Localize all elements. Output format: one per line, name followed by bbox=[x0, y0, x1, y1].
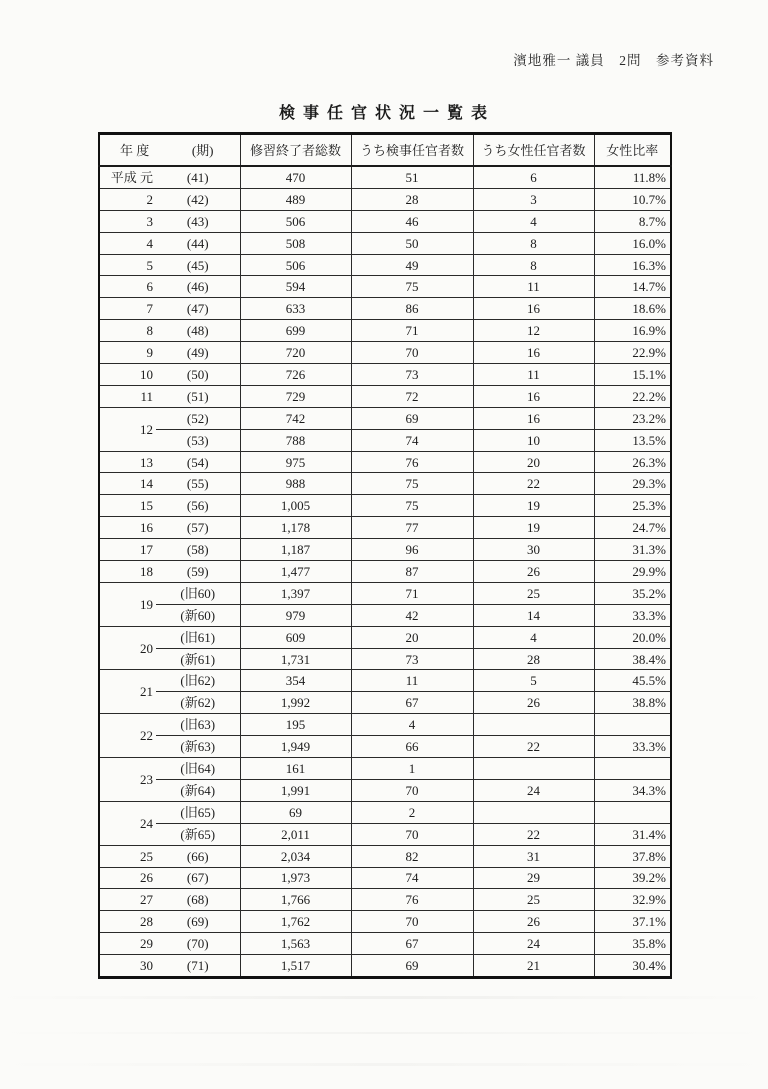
ki-cell: (49) bbox=[156, 342, 240, 364]
female-cell: 3 bbox=[473, 188, 594, 210]
table-row bbox=[99, 298, 671, 320]
ratio-cell: 45.5% bbox=[594, 670, 671, 692]
table-row bbox=[99, 955, 671, 978]
year-cell: 5 bbox=[99, 254, 156, 276]
ratio-cell: 35.2% bbox=[594, 582, 671, 604]
table-row bbox=[99, 714, 671, 736]
ki-cell: (45) bbox=[156, 254, 240, 276]
total-cell: 1,973 bbox=[240, 867, 351, 889]
ki-cell: (70) bbox=[156, 933, 240, 955]
ki-cell: (43) bbox=[156, 210, 240, 232]
appointed-cell: 20 bbox=[351, 626, 473, 648]
female-cell: 26 bbox=[473, 561, 594, 583]
appointed-cell: 77 bbox=[351, 517, 473, 539]
ratio-cell: 39.2% bbox=[594, 867, 671, 889]
female-cell: 16 bbox=[473, 407, 594, 429]
total-cell: 489 bbox=[240, 188, 351, 210]
table-row bbox=[99, 429, 671, 451]
appointed-cell: 71 bbox=[351, 582, 473, 604]
total-cell: 506 bbox=[240, 210, 351, 232]
year-cell: 25 bbox=[99, 845, 156, 867]
total-cell: 1,992 bbox=[240, 692, 351, 714]
year-cell: 9 bbox=[99, 342, 156, 364]
ratio-cell bbox=[594, 758, 671, 780]
appointed-cell: 75 bbox=[351, 276, 473, 298]
ki-cell: (59) bbox=[156, 561, 240, 583]
ratio-cell: 38.4% bbox=[594, 648, 671, 670]
female-cell: 19 bbox=[473, 495, 594, 517]
year-cell: 3 bbox=[99, 210, 156, 232]
ratio-cell: 35.8% bbox=[594, 933, 671, 955]
table-row bbox=[99, 845, 671, 867]
ki-cell: (新63) bbox=[156, 736, 240, 758]
ki-cell: (42) bbox=[156, 188, 240, 210]
year-cell: 14 bbox=[99, 473, 156, 495]
table-row bbox=[99, 539, 671, 561]
ratio-cell: 38.8% bbox=[594, 692, 671, 714]
female-cell bbox=[473, 758, 594, 780]
ki-cell: (52) bbox=[156, 407, 240, 429]
table-row bbox=[99, 385, 671, 407]
female-cell: 4 bbox=[473, 626, 594, 648]
ki-cell: (51) bbox=[156, 385, 240, 407]
ratio-cell: 33.3% bbox=[594, 604, 671, 626]
doc-reference-note: 濱地雅一 議員 2問 参考資料 bbox=[513, 53, 714, 68]
year-cell: 26 bbox=[99, 867, 156, 889]
female-cell: 26 bbox=[473, 911, 594, 933]
total-cell: 979 bbox=[240, 604, 351, 626]
ratio-cell: 25.3% bbox=[594, 495, 671, 517]
appointed-cell: 96 bbox=[351, 539, 473, 561]
total-cell: 609 bbox=[240, 626, 351, 648]
total-cell: 594 bbox=[240, 276, 351, 298]
table-row bbox=[99, 582, 671, 604]
ratio-cell: 29.3% bbox=[594, 473, 671, 495]
year-cell: 17 bbox=[99, 539, 156, 561]
year-cell: 16 bbox=[99, 517, 156, 539]
year-cell: 22 bbox=[99, 714, 156, 758]
ki-cell: (50) bbox=[156, 364, 240, 386]
female-cell: 24 bbox=[473, 933, 594, 955]
female-cell: 4 bbox=[473, 210, 594, 232]
table-row bbox=[99, 407, 671, 429]
year-cell: 8 bbox=[99, 320, 156, 342]
table-row bbox=[99, 495, 671, 517]
ki-cell: (旧63) bbox=[156, 714, 240, 736]
total-cell: 729 bbox=[240, 385, 351, 407]
table-row bbox=[99, 692, 671, 714]
ki-cell: (66) bbox=[156, 845, 240, 867]
appointed-cell: 67 bbox=[351, 933, 473, 955]
female-cell bbox=[473, 801, 594, 823]
appointed-cell: 67 bbox=[351, 692, 473, 714]
ratio-cell: 10.7% bbox=[594, 188, 671, 210]
ratio-cell: 22.9% bbox=[594, 342, 671, 364]
female-cell: 29 bbox=[473, 867, 594, 889]
ki-cell: (47) bbox=[156, 298, 240, 320]
scan-artifact bbox=[0, 996, 768, 999]
ratio-cell: 24.7% bbox=[594, 517, 671, 539]
ki-cell: (旧60) bbox=[156, 582, 240, 604]
ratio-cell: 33.3% bbox=[594, 736, 671, 758]
year-cell: 27 bbox=[99, 889, 156, 911]
total-cell: 1,762 bbox=[240, 911, 351, 933]
year-cell: 12 bbox=[99, 407, 156, 451]
year-cell: 24 bbox=[99, 801, 156, 845]
table-row bbox=[99, 232, 671, 254]
appointed-cell: 51 bbox=[351, 166, 473, 188]
table-row bbox=[99, 561, 671, 583]
appointed-cell: 66 bbox=[351, 736, 473, 758]
ratio-cell: 31.4% bbox=[594, 823, 671, 845]
appointed-cell: 73 bbox=[351, 648, 473, 670]
col-header-total: 修習終了者総数 bbox=[240, 134, 351, 167]
ratio-cell: 20.0% bbox=[594, 626, 671, 648]
table-row bbox=[99, 473, 671, 495]
table-row bbox=[99, 254, 671, 276]
col-header-year: 年 度 bbox=[120, 142, 150, 158]
total-cell: 506 bbox=[240, 254, 351, 276]
female-cell: 22 bbox=[473, 736, 594, 758]
table-row bbox=[99, 188, 671, 210]
ratio-cell: 37.8% bbox=[594, 845, 671, 867]
appointed-cell: 73 bbox=[351, 364, 473, 386]
appointed-cell: 71 bbox=[351, 320, 473, 342]
total-cell: 726 bbox=[240, 364, 351, 386]
ratio-cell: 32.9% bbox=[594, 889, 671, 911]
appointed-cell: 46 bbox=[351, 210, 473, 232]
total-cell: 975 bbox=[240, 451, 351, 473]
year-cell: 2 bbox=[99, 188, 156, 210]
year-cell: 平成 元 bbox=[99, 166, 156, 188]
total-cell: 988 bbox=[240, 473, 351, 495]
ki-cell: (旧62) bbox=[156, 670, 240, 692]
female-cell: 19 bbox=[473, 517, 594, 539]
appointed-cell: 74 bbox=[351, 867, 473, 889]
table-row bbox=[99, 626, 671, 648]
col-header-ratio: 女性比率 bbox=[594, 134, 671, 167]
ki-cell: (58) bbox=[156, 539, 240, 561]
table-row bbox=[99, 364, 671, 386]
table-row bbox=[99, 823, 671, 845]
table-row bbox=[99, 320, 671, 342]
ratio-cell: 31.3% bbox=[594, 539, 671, 561]
page-title: 検 事 任 官 状 況 一 覧 表 bbox=[278, 105, 489, 122]
total-cell: 69 bbox=[240, 801, 351, 823]
total-cell: 1,005 bbox=[240, 495, 351, 517]
appointed-cell: 75 bbox=[351, 473, 473, 495]
ratio-cell: 23.2% bbox=[594, 407, 671, 429]
ki-cell: (新64) bbox=[156, 779, 240, 801]
year-cell: 10 bbox=[99, 364, 156, 386]
total-cell: 1,517 bbox=[240, 955, 351, 978]
total-cell: 742 bbox=[240, 407, 351, 429]
ratio-cell: 37.1% bbox=[594, 911, 671, 933]
appointed-cell: 2 bbox=[351, 801, 473, 823]
ratio-cell: 18.6% bbox=[594, 298, 671, 320]
female-cell: 20 bbox=[473, 451, 594, 473]
ratio-cell: 14.7% bbox=[594, 276, 671, 298]
ratio-cell: 34.3% bbox=[594, 779, 671, 801]
ki-cell: (46) bbox=[156, 276, 240, 298]
table-row bbox=[99, 604, 671, 626]
total-cell: 2,034 bbox=[240, 845, 351, 867]
ratio-cell: 16.0% bbox=[594, 232, 671, 254]
col-header-ki: (期) bbox=[191, 142, 214, 158]
ki-cell: (旧65) bbox=[156, 801, 240, 823]
ki-cell: (69) bbox=[156, 911, 240, 933]
appointed-cell: 86 bbox=[351, 298, 473, 320]
female-cell: 12 bbox=[473, 320, 594, 342]
year-cell: 7 bbox=[99, 298, 156, 320]
total-cell: 470 bbox=[240, 166, 351, 188]
appointed-cell: 69 bbox=[351, 407, 473, 429]
appointed-cell: 72 bbox=[351, 385, 473, 407]
table-row bbox=[99, 911, 671, 933]
scan-artifact bbox=[0, 1032, 768, 1034]
female-cell: 21 bbox=[473, 955, 594, 978]
total-cell: 1,731 bbox=[240, 648, 351, 670]
appointed-cell: 70 bbox=[351, 911, 473, 933]
appointed-cell: 70 bbox=[351, 779, 473, 801]
year-cell: 21 bbox=[99, 670, 156, 714]
total-cell: 1,178 bbox=[240, 517, 351, 539]
ki-cell: (44) bbox=[156, 232, 240, 254]
year-cell: 29 bbox=[99, 933, 156, 955]
col-header-female: うち女性任官者数 bbox=[473, 134, 594, 167]
ratio-cell: 26.3% bbox=[594, 451, 671, 473]
total-cell: 508 bbox=[240, 232, 351, 254]
total-cell: 1,397 bbox=[240, 582, 351, 604]
female-cell: 26 bbox=[473, 692, 594, 714]
ki-cell: (新62) bbox=[156, 692, 240, 714]
female-cell: 5 bbox=[473, 670, 594, 692]
ki-cell: (新65) bbox=[156, 823, 240, 845]
female-cell: 24 bbox=[473, 779, 594, 801]
table-row bbox=[99, 736, 671, 758]
year-cell: 30 bbox=[99, 955, 156, 978]
ki-cell: (41) bbox=[156, 166, 240, 188]
table-row bbox=[99, 210, 671, 232]
female-cell: 8 bbox=[473, 232, 594, 254]
total-cell: 1,477 bbox=[240, 561, 351, 583]
female-cell: 14 bbox=[473, 604, 594, 626]
table-row bbox=[99, 758, 671, 780]
ratio-cell: 22.2% bbox=[594, 385, 671, 407]
table-row bbox=[99, 801, 671, 823]
appointed-cell: 11 bbox=[351, 670, 473, 692]
appointed-cell: 76 bbox=[351, 889, 473, 911]
female-cell: 30 bbox=[473, 539, 594, 561]
table-row bbox=[99, 889, 671, 911]
year-cell: 4 bbox=[99, 232, 156, 254]
appointed-cell: 1 bbox=[351, 758, 473, 780]
ratio-cell bbox=[594, 801, 671, 823]
table-row bbox=[99, 276, 671, 298]
table-row bbox=[99, 867, 671, 889]
total-cell: 354 bbox=[240, 670, 351, 692]
year-cell: 6 bbox=[99, 276, 156, 298]
table-row bbox=[99, 451, 671, 473]
appointed-cell: 70 bbox=[351, 342, 473, 364]
female-cell: 8 bbox=[473, 254, 594, 276]
ratio-cell: 13.5% bbox=[594, 429, 671, 451]
total-cell: 699 bbox=[240, 320, 351, 342]
female-cell bbox=[473, 714, 594, 736]
year-cell: 15 bbox=[99, 495, 156, 517]
appointed-cell: 69 bbox=[351, 955, 473, 978]
total-cell: 1,991 bbox=[240, 779, 351, 801]
total-cell: 1,949 bbox=[240, 736, 351, 758]
appointed-cell: 75 bbox=[351, 495, 473, 517]
col-header-year-ki bbox=[99, 134, 240, 167]
female-cell: 25 bbox=[473, 582, 594, 604]
female-cell: 25 bbox=[473, 889, 594, 911]
scan-artifact bbox=[0, 1063, 768, 1066]
appointed-cell: 50 bbox=[351, 232, 473, 254]
ratio-cell: 15.1% bbox=[594, 364, 671, 386]
prosecutor-appointment-table bbox=[98, 132, 672, 979]
table-row bbox=[99, 166, 671, 188]
ratio-cell: 8.7% bbox=[594, 210, 671, 232]
year-cell: 28 bbox=[99, 911, 156, 933]
appointed-cell: 4 bbox=[351, 714, 473, 736]
ki-cell: (54) bbox=[156, 451, 240, 473]
female-cell: 16 bbox=[473, 342, 594, 364]
female-cell: 28 bbox=[473, 648, 594, 670]
ki-cell: (48) bbox=[156, 320, 240, 342]
appointed-cell: 70 bbox=[351, 823, 473, 845]
female-cell: 22 bbox=[473, 823, 594, 845]
header-row bbox=[99, 134, 671, 167]
total-cell: 788 bbox=[240, 429, 351, 451]
ki-cell: (53) bbox=[156, 429, 240, 451]
female-cell: 22 bbox=[473, 473, 594, 495]
year-cell: 13 bbox=[99, 451, 156, 473]
appointed-cell: 42 bbox=[351, 604, 473, 626]
ki-cell: (新60) bbox=[156, 604, 240, 626]
year-cell: 23 bbox=[99, 758, 156, 802]
table-header bbox=[99, 134, 671, 167]
ki-cell: (旧64) bbox=[156, 758, 240, 780]
ratio-cell: 11.8% bbox=[594, 166, 671, 188]
ratio-cell bbox=[594, 714, 671, 736]
total-cell: 633 bbox=[240, 298, 351, 320]
ratio-cell: 30.4% bbox=[594, 955, 671, 978]
year-cell: 18 bbox=[99, 561, 156, 583]
table-row bbox=[99, 648, 671, 670]
year-cell: 11 bbox=[99, 385, 156, 407]
table-row bbox=[99, 933, 671, 955]
total-cell: 1,563 bbox=[240, 933, 351, 955]
table-row bbox=[99, 342, 671, 364]
table-body bbox=[99, 166, 671, 977]
total-cell: 161 bbox=[240, 758, 351, 780]
ki-cell: (68) bbox=[156, 889, 240, 911]
ki-cell: (57) bbox=[156, 517, 240, 539]
female-cell: 6 bbox=[473, 166, 594, 188]
total-cell: 2,011 bbox=[240, 823, 351, 845]
female-cell: 31 bbox=[473, 845, 594, 867]
ratio-cell: 16.3% bbox=[594, 254, 671, 276]
ki-cell: (71) bbox=[156, 955, 240, 978]
total-cell: 1,766 bbox=[240, 889, 351, 911]
ki-cell: (新61) bbox=[156, 648, 240, 670]
appointed-cell: 76 bbox=[351, 451, 473, 473]
year-cell: 19 bbox=[99, 582, 156, 626]
year-cell: 20 bbox=[99, 626, 156, 670]
female-cell: 11 bbox=[473, 364, 594, 386]
ratio-cell: 29.9% bbox=[594, 561, 671, 583]
female-cell: 16 bbox=[473, 298, 594, 320]
ki-cell: (旧61) bbox=[156, 626, 240, 648]
total-cell: 720 bbox=[240, 342, 351, 364]
table-row bbox=[99, 517, 671, 539]
total-cell: 1,187 bbox=[240, 539, 351, 561]
appointed-cell: 87 bbox=[351, 561, 473, 583]
col-header-appointed: うち検事任官者数 bbox=[351, 134, 473, 167]
appointed-cell: 82 bbox=[351, 845, 473, 867]
ki-cell: (67) bbox=[156, 867, 240, 889]
ki-cell: (55) bbox=[156, 473, 240, 495]
appointed-cell: 49 bbox=[351, 254, 473, 276]
ratio-cell: 16.9% bbox=[594, 320, 671, 342]
female-cell: 11 bbox=[473, 276, 594, 298]
appointed-cell: 74 bbox=[351, 429, 473, 451]
female-cell: 10 bbox=[473, 429, 594, 451]
ki-cell: (56) bbox=[156, 495, 240, 517]
appointed-cell: 28 bbox=[351, 188, 473, 210]
female-cell: 16 bbox=[473, 385, 594, 407]
table-row bbox=[99, 779, 671, 801]
table-row bbox=[99, 670, 671, 692]
total-cell: 195 bbox=[240, 714, 351, 736]
